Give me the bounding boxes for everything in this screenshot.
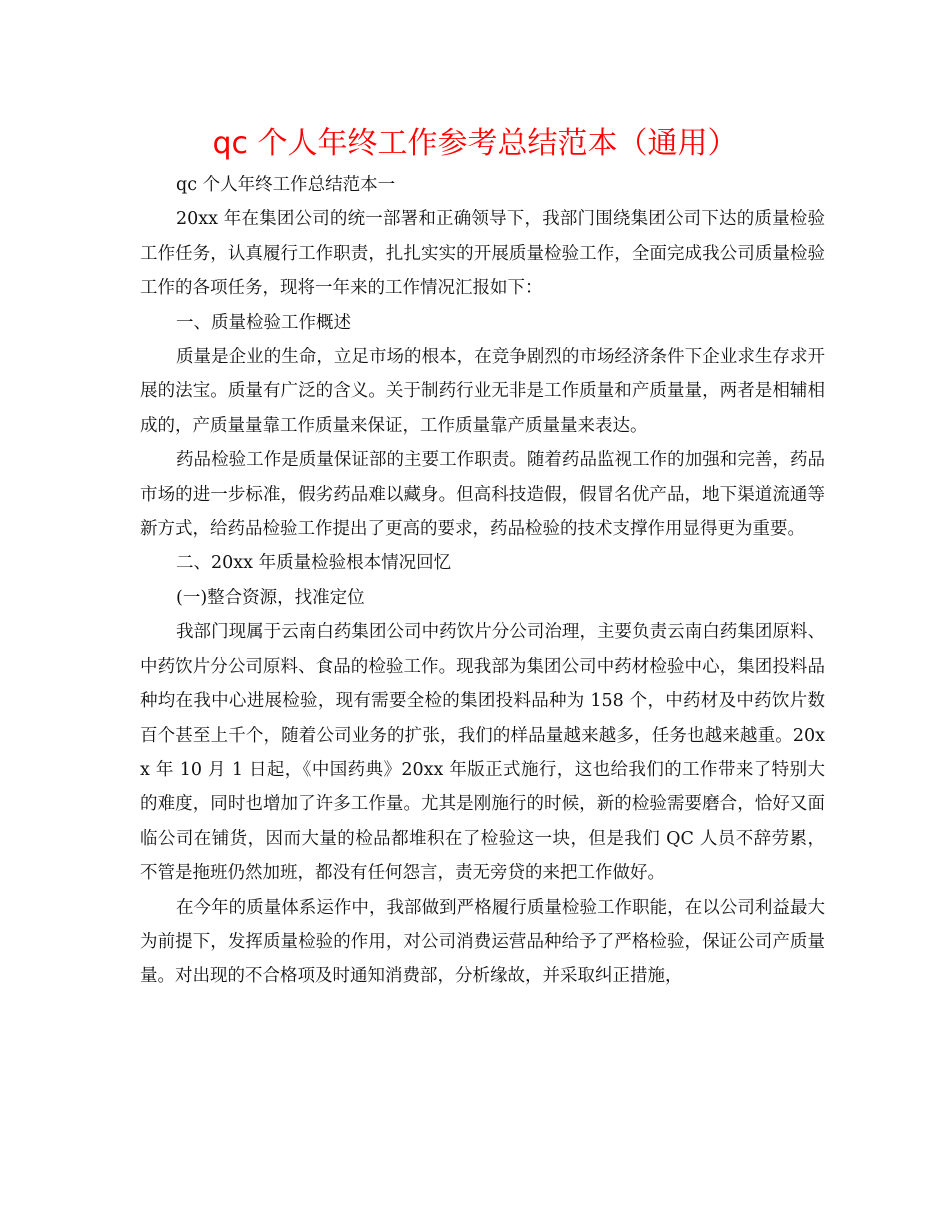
body-paragraph: 我部门现属于云南白药集团公司中药饮片分公司治理，主要负责云南白药集团原料、中药饮片分公司原料、食品的检验工作。现我部为集团公司中药材检验中心，集团投料品种均在我中心进展检验，现有需要全检的集团投料品种为 158 个，中药材及中药饮片数百个甚至上千个，随着公司业务的扩张，我们的样品量越来越多，任务也越来越重。20xx 年 10 月 1 日起，《中国药典》20xx 年版正式施行，这也给我们的工作带来了特别大的难度，同时也增加了许多工作量。尤其是刚施行的时候，新的检验需要磨合，恰好又面临公司在铺货，因而大量的检品都堆积在了检验这一块，但是我们 QC 人员不辞劳累，不管是拖班仍然加班，都没有任何怨言，责无旁贷的来把工作做好。 [140, 622, 825, 884]
body-paragraph: 质量是企业的生命，立足市场的根本，在竞争剧烈的市场经济条件下企业求生存求开展的法宝。质量有广泛的含义。关于制药行业无非是工作质量和产质量量，两者是相辅相成的，产质量量靠工作质量来保证，工作质量靠产质量量来表达。 [140, 347, 825, 436]
intro-paragraph: 20xx 年在集团公司的统一部署和正确领导下，我部门围绕集团公司下达的质量检验工作任务，认真履行工作职责，扎扎实实的开展质量检验工作，全面完成我公司质量检验工作的各项任务，现将一年来的工作情况汇报如下： [140, 209, 825, 299]
subtitle-paragraph: qc 个人年终工作总结范本一 [176, 175, 396, 195]
section-heading-2: 二、20xx 年质量检验根本情况回忆 [176, 553, 452, 574]
section-heading-1: 一、质量检验工作概述 [176, 312, 351, 333]
body-paragraph: 药品检验工作是质量保证部的主要工作职责。随着药品监视工作的加强和完善，药品市场的进一步标准，假劣药品难以藏身。但高科技造假，假冒名优产品，地下渠道流通等新方式，给药品检验工作提出了更高的要求，药品检验的技术支撑作用显得更为重要。 [140, 450, 825, 540]
subsection-heading: (一)整合资源，找准定位 [176, 587, 365, 608]
body-paragraph: 在今年的质量体系运作中，我部做到严格履行质量检验工作职能，在以公司利益最大为前提下，发挥质量检验的作用，对公司消费运营品种给予了严格检验，保证公司产质量量。对出现的不合格项及时通知消费部，分析缘故，并采取纠正措施， [140, 897, 825, 987]
document-title: qc 个人年终工作参考总结范本（通用） [212, 126, 738, 161]
document-body [140, 168, 825, 994]
